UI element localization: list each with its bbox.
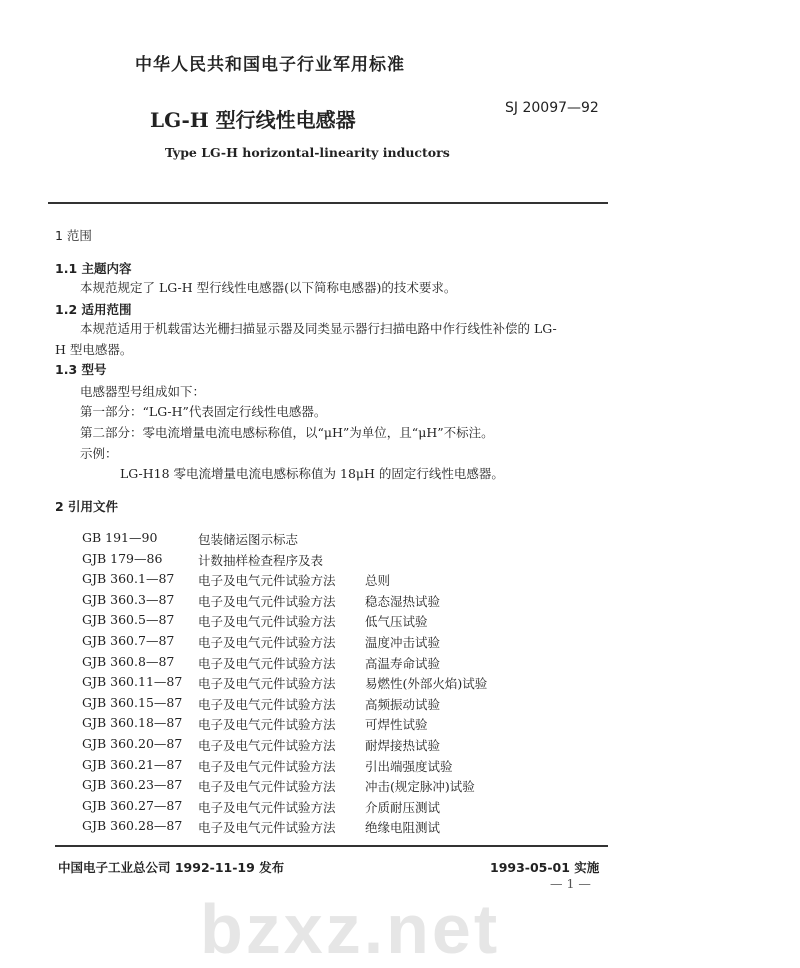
reference-row bbox=[0, 798, 800, 818]
reference-title: 电子及电气元件试验方法 bbox=[198, 573, 336, 589]
reference-row bbox=[0, 592, 800, 612]
reference-title: 计数抽样检查程序及表 bbox=[198, 552, 324, 568]
reference-title: 电子及电气元件试验方法 bbox=[198, 655, 336, 671]
reference-row bbox=[0, 736, 800, 756]
section-1-2-body: 本规范适用于机载雷达光栅扫描显示器及同类显示器行扫描电路中作行线性补偿的 LG- bbox=[80, 321, 557, 336]
reference-subtitle: 绝缘电阻测试 bbox=[365, 820, 441, 836]
reference-row bbox=[0, 530, 800, 550]
reference-row bbox=[0, 633, 800, 653]
section-1-1-heading: 1.1 主题内容 bbox=[55, 261, 132, 276]
reference-title: 电子及电气元件试验方法 bbox=[198, 820, 336, 836]
page-number: — 1 — bbox=[550, 876, 591, 891]
reference-subtitle: 总则 bbox=[365, 573, 391, 589]
reference-subtitle: 可焊性试验 bbox=[365, 717, 428, 733]
reference-row bbox=[0, 571, 800, 591]
section-1-3-line: 第二部分：零电流增量电流电感标称值，以“μH”为单位，且“μH”不标注。 bbox=[80, 425, 494, 440]
reference-subtitle: 温度冲击试验 bbox=[365, 635, 441, 650]
reference-title: 包装储运图示标志 bbox=[198, 532, 299, 547]
reference-code: GJB 360.23—87 bbox=[82, 777, 183, 793]
reference-title: 电子及电气元件试验方法 bbox=[198, 696, 336, 712]
section-1-3-example: LG-H18 零电流增量电流电感标称值为 18μH 的固定行线性电感器。 bbox=[120, 466, 504, 481]
reference-code: GJB 360.5—87 bbox=[82, 612, 175, 628]
reference-row bbox=[0, 612, 800, 632]
reference-code: GJB 360.8—87 bbox=[82, 653, 175, 669]
reference-title: 电子及电气元件试验方法 bbox=[198, 593, 336, 609]
watermark: bzxz.net bbox=[200, 890, 501, 968]
reference-title: 电子及电气元件试验方法 bbox=[198, 758, 336, 774]
reference-title: 电子及电气元件试验方法 bbox=[198, 717, 336, 733]
reference-title: 电子及电气元件试验方法 bbox=[198, 676, 336, 692]
reference-subtitle: 高温寿命试验 bbox=[365, 655, 441, 671]
reference-row bbox=[0, 654, 800, 674]
reference-row bbox=[0, 777, 800, 797]
reference-code: GJB 360.27—87 bbox=[82, 797, 183, 813]
english-title: Type LG-H horizontal-linearity inductors bbox=[165, 145, 450, 160]
reference-code: GJB 360.1—87 bbox=[82, 571, 175, 587]
section-1-1-body: 本规范规定了 LG-H 型行线性电感器(以下简称电感器)的技术要求。 bbox=[80, 280, 457, 295]
document-title: LG-H 型行线性电感器 bbox=[150, 108, 356, 132]
effective-date: 1993-05-01 实施 bbox=[490, 860, 600, 875]
reference-code: GJB 360.7—87 bbox=[82, 633, 175, 648]
section-1-3-line: 示例： bbox=[80, 446, 118, 461]
reference-code: GJB 360.18—87 bbox=[82, 715, 183, 731]
reference-code: GB 191—90 bbox=[82, 530, 158, 545]
section-1-3-line: 第一部分：“LG-H”代表固定行线性电感器。 bbox=[80, 404, 327, 419]
reference-code: GJB 360.20—87 bbox=[82, 736, 183, 751]
reference-row bbox=[0, 818, 800, 838]
section-1-2-body-cont: H 型电感器。 bbox=[55, 342, 133, 357]
reference-code: GJB 179—86 bbox=[82, 550, 163, 566]
issuer-line: 中华人民共和国电子行业军用标准 bbox=[135, 55, 405, 75]
reference-subtitle: 稳态湿热试验 bbox=[365, 593, 441, 609]
reference-subtitle: 易燃性(外部火焰)试验 bbox=[365, 676, 488, 692]
reference-subtitle: 高频振动试验 bbox=[365, 696, 441, 712]
reference-code: GJB 360.21—87 bbox=[82, 756, 183, 772]
reference-subtitle: 引出端强度试验 bbox=[365, 758, 453, 774]
reference-subtitle: 介质耐压测试 bbox=[365, 799, 441, 815]
reference-title: 电子及电气元件试验方法 bbox=[198, 635, 336, 650]
reference-row bbox=[0, 551, 800, 571]
footer-rule bbox=[55, 845, 608, 847]
section-1-2-heading: 1.2 适用范围 bbox=[55, 302, 132, 317]
reference-subtitle: 低气压试验 bbox=[365, 614, 428, 630]
reference-code: GJB 360.28—87 bbox=[82, 818, 183, 834]
section-1-3-line: 电感器型号组成如下： bbox=[80, 384, 206, 399]
reference-title: 电子及电气元件试验方法 bbox=[198, 779, 336, 795]
reference-subtitle: 冲击(规定脉冲)试验 bbox=[365, 779, 475, 795]
standard-code: SJ 20097—92 bbox=[505, 100, 599, 116]
section-1-3-heading: 1.3 型号 bbox=[55, 362, 107, 377]
reference-row bbox=[0, 715, 800, 735]
reference-code: GJB 360.15—87 bbox=[82, 694, 183, 710]
reference-row bbox=[0, 695, 800, 715]
header-rule bbox=[48, 202, 608, 204]
issue-date: 中国电子工业总公司 1992-11-19 发布 bbox=[58, 860, 285, 875]
reference-title: 电子及电气元件试验方法 bbox=[198, 738, 336, 753]
section-2-heading: 2 引用文件 bbox=[55, 499, 119, 514]
section-1-heading: 1 范围 bbox=[55, 228, 92, 243]
reference-code: GJB 360.3—87 bbox=[82, 591, 175, 607]
reference-row bbox=[0, 757, 800, 777]
reference-row bbox=[0, 674, 800, 694]
reference-title: 电子及电气元件试验方法 bbox=[198, 614, 336, 630]
reference-title: 电子及电气元件试验方法 bbox=[198, 799, 336, 815]
reference-subtitle: 耐焊接热试验 bbox=[365, 738, 441, 753]
reference-code: GJB 360.11—87 bbox=[82, 674, 183, 690]
